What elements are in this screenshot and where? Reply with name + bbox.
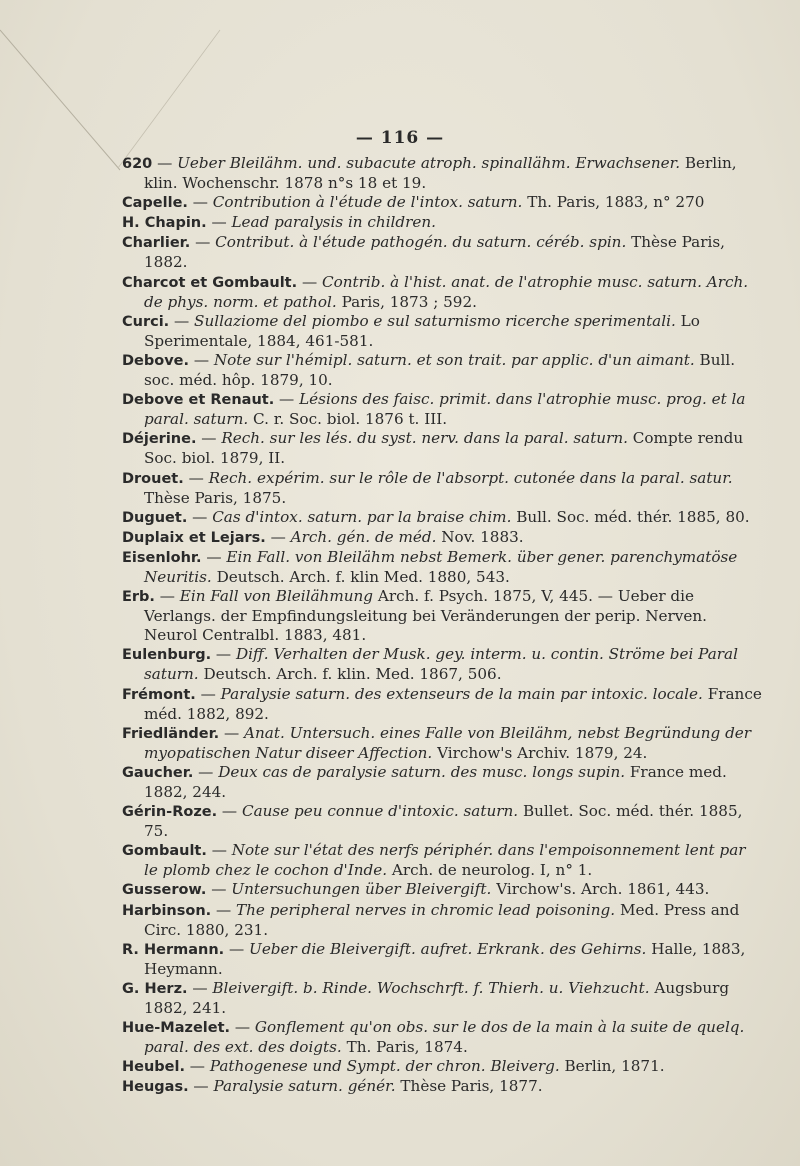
entry-source: Berlin, klin. Wochenschr. 1878 n°s 18 et 19. <box>144 154 737 193</box>
bibliography-entry: Friedländer. — Anat. Untersuch. eines Falle von Bleilähm, nebst Begründung der myopatischen Natur diseer Affection. Virchow's Archiv. 1879, 24. <box>122 723 752 762</box>
bibliography-entry: Gaucher. — Deux cas de paralysie saturn. des musc. longs supin. France med. 1882, 244. <box>122 762 727 801</box>
entry-author: 620 <box>122 156 153 172</box>
entry-source: Med. Press and Circ. 1880, 231. <box>144 900 740 939</box>
entry-author: Charlier. <box>122 235 191 252</box>
bibliography-entry: Gusserow. — Untersuchungen über Bleivergift. Virchow's. Arch. 1861, 443. <box>122 880 710 899</box>
entry-source: Halle, 1883, Heymann. <box>144 939 746 978</box>
entry-title: Contrib. à l'hist. anat. de l'atrophie musc. saturn. Arch. de phys. norm. et pathol. <box>144 272 749 311</box>
bibliography-entry: Gérin-Roze. — Cause peu connue d'intoxic. saturn. Bullet. Soc. méd. thér. 1885, 75. <box>122 802 743 841</box>
entry-source: Bullet. Soc. méd. thér. 1885, 75. <box>144 802 743 841</box>
entry-title: Gonflement qu'on obs. sur le dos de la main à la suite de quelq. paral. des ext. des doigts. <box>144 1018 745 1057</box>
bibliography-entry: Eulenburg. — Diff. Verhalten der Musk. gey. interm. u. contin. Ströme bei Paral saturn. Deutsch. Arch. f. klin. Med. 1867, 506. <box>122 645 738 684</box>
entry-source: Paris, 1873 ; 592. <box>341 292 477 311</box>
bibliography-entry: Eisenlohr. — Ein Fall. von Bleilähm nebst Bemerk. über gener. parenchymatöse Neuritis. Deutsch. Arch. f. klin Med. 1880, 543. <box>122 547 738 586</box>
bibliography-entry: Duguet. — Cas d'intox. saturn. par la braise chim. Bull. Soc. méd. thér. 1885, 80. <box>122 507 750 526</box>
entry-author: Debove. <box>122 352 190 369</box>
bibliography-entry: Curci. — Sullaziome del piombo e sul saturnismo ricerche sperimentali. Lo Sperimentale, 1884, 461-581. <box>122 311 700 350</box>
entry-author: R. Hermann. <box>122 941 225 958</box>
bibliography-list <box>122 154 762 1098</box>
entry-author: Harbinson. <box>122 902 212 919</box>
entry-author: Duguet. <box>122 509 188 526</box>
entry-author: Drouet. <box>122 470 184 487</box>
entry-source: Compte rendu Soc. biol. 1879, II. <box>144 429 744 468</box>
entry-source: Deutsch. Arch. f. klin Med. 1880, 543. <box>216 567 510 586</box>
bibliography-entry: 620 — Ueber Bleilähm. und. subacute atroph. spinallähm. Erwachsener. Berlin, klin. Wochenschr. 1878 n°s 18 et 19. <box>122 154 737 193</box>
entry-author: Gaucher. <box>122 764 194 781</box>
entry-title: Lésions des faisc. primit. dans l'atrophie musc. prog. et la paral. saturn. <box>144 390 746 429</box>
entry-author: Charcot et Gombault. <box>122 274 298 291</box>
bibliography-entry: H. Chapin. — Lead paralysis in children. <box>122 213 436 232</box>
entry-author: Hue-Mazelet. <box>122 1020 231 1037</box>
entry-title: Note sur l'hémipl. saturn. et son trait. par applic. d'un aimant. <box>213 350 695 369</box>
entry-author: Heubel. <box>122 1059 185 1076</box>
entry-source: Virchow's Archiv. 1879, 24. <box>437 743 648 762</box>
bibliography-entry: Heugas. — Paralysie saturn. génér. Thèse Paris, 1877. <box>122 1077 543 1096</box>
entry-title: Ein Fall. von Bleilähm nebst Bemerk. über gener. parenchymatöse Neuritis. <box>144 547 738 586</box>
entry-source: Thèse Paris, 1882. <box>144 233 725 272</box>
entry-title: Paralysie saturn. génér. <box>213 1077 396 1096</box>
entry-title: Bleivergift. b. Rinde. Wochschrft. f. Thierh. u. Viehzucht. <box>212 978 650 997</box>
entry-author: Frémont. <box>122 686 196 703</box>
entry-title: Rech. expérim. sur le rôle de l'absorpt. cutonée dans la paral. satur. <box>208 468 733 487</box>
entry-author: Friedländer. <box>122 725 220 742</box>
entry-source: Virchow's. Arch. 1861, 443. <box>496 880 710 899</box>
entry-author: Erb. <box>122 589 155 606</box>
entry-author: Gusserow. <box>122 882 207 899</box>
entry-title: Rech. sur les lés. du syst. nerv. dans la paral. saturn. <box>221 429 628 448</box>
entry-title: Pathogenese und Sympt. der chron. Bleiverg. <box>209 1057 560 1076</box>
bibliography-entry: Drouet. — Rech. expérim. sur le rôle de l'absorpt. cutonée dans la paral. satur. Thèse Paris, 1875. <box>122 468 733 507</box>
entry-source: Lo Sperimentale, 1884, 461-581. <box>144 311 700 350</box>
entry-title: Arch. gén. de méd. <box>290 527 437 546</box>
entry-title: Ueber Bleilähm. und. subacute atroph. spinallähm. Erwachsener. <box>177 154 681 172</box>
bibliography-entry: Debove. — Note sur l'hémipl. saturn. et son trait. par applic. d'un aimant. Bull. soc. méd. hôp. 1879, 10. <box>122 350 736 390</box>
entry-source: Bull. soc. méd. hôp. 1879, 10. <box>144 350 736 390</box>
entry-title: The peripheral nerves in chromic lead poisoning. <box>236 900 616 919</box>
bibliography-entry: Heubel. — Pathogenese und Sympt. der chron. Bleiverg. Berlin, 1871. <box>122 1057 665 1076</box>
bibliography-entry: Capelle. — Contribution à l'étude de l'intox. saturn. Th. Paris, 1883, n° 270 <box>122 193 705 212</box>
bibliography-entry: R. Hermann. — Ueber die Bleivergift. aufret. Erkrank. des Gehirns. Halle, 1883, Heymann. <box>122 939 746 978</box>
entry-author: Eulenburg. <box>122 647 212 664</box>
entry-title: Anat. Untersuch. eines Falle von Bleilähm, nebst Begründung der myopatischen Natur diseer Affection. <box>144 723 752 762</box>
entry-title: Contribut. à l'étude pathogén. du saturn. céréb. spin. <box>215 233 627 252</box>
bibliography-entry: Charlier. — Contribut. à l'étude pathogén. du saturn. céréb. spin. Thèse Paris, 1882. <box>122 233 725 272</box>
entry-author: Heugas. <box>122 1079 189 1096</box>
entry-author: Eisenlohr. <box>122 549 202 566</box>
entry-title: Contribution à l'étude de l'intox. saturn. <box>212 193 523 212</box>
entry-author: G. Herz. <box>122 980 188 997</box>
bibliography-entry: G. Herz. — Bleivergift. b. Rinde. Wochschrft. f. Thierh. u. Viehzucht. Augsburg 1882, 241. <box>122 978 730 1018</box>
entry-author: Curci. <box>122 313 170 330</box>
entry-title: Untersuchungen über Bleivergift. <box>231 880 492 899</box>
entry-author: Gérin-Roze. <box>122 804 218 821</box>
bibliography-entry: Charcot et Gombault. — Contrib. à l'hist. anat. de l'atrophie musc. saturn. Arch. de phys. norm. et pathol. Paris, 1873 ; 592. <box>122 272 749 311</box>
bibliography-entry: Hue-Mazelet. — Gonflement qu'on obs. sur le dos de la main à la suite de quelq. paral. des ext. des doigts. Th. Paris, 1874. <box>122 1018 745 1057</box>
entry-source: Deutsch. Arch. f. klin. Med. 1867, 506. <box>203 665 502 684</box>
entry-author: Capelle. <box>122 195 188 212</box>
entry-source: Th. Paris, 1883, n° 270 <box>527 193 705 212</box>
bibliography-entry: Harbinson. — The peripheral nerves in chromic lead poisoning. Med. Press and Circ. 1880, 231. <box>122 900 740 939</box>
entry-title: Deux cas de paralysie saturn. des musc. longs supin. <box>218 762 626 781</box>
entry-title: Cause peu connue d'intoxic. saturn. <box>241 802 519 821</box>
entry-source: Th. Paris, 1874. <box>346 1038 468 1057</box>
bibliography-entry: Debove et Renaut. — Lésions des faisc. primit. dans l'atrophie musc. prog. et la paral. saturn. C. r. Soc. biol. 1876 t. III. <box>122 390 746 429</box>
entry-author: Déjerine. <box>122 431 197 448</box>
bibliography-entry: Duplaix et Lejars. — Arch. gén. de méd. Nov. 1883. <box>122 527 524 546</box>
entry-title: Cas d'intox. saturn. par la braise chim. <box>212 507 512 526</box>
entry-source: Berlin, 1871. <box>564 1057 665 1076</box>
entry-author: Duplaix et Lejars. <box>122 529 266 546</box>
entry-source: Arch. de neurolog. I, n° 1. <box>391 861 593 880</box>
entry-source: France méd. 1882, 892. <box>144 684 762 723</box>
entry-source: Bull. Soc. méd. thér. 1885, 80. <box>516 507 750 526</box>
bibliography-entry: Erb. — Ein Fall von Bleilähmung Arch. f. Psych. 1875, V, 445. — Ueber die Verlangs. der Empfindungsleitung bei Veränderungen der perip. Nerven. Neurol Centralbl. 1883, 481. <box>122 587 707 645</box>
entry-author: H. Chapin. <box>122 215 207 232</box>
entry-title: Ueber die Bleivergift. aufret. Erkrank. des Gehirns. <box>249 939 647 958</box>
entry-source: Nov. 1883. <box>441 527 524 546</box>
bibliography-entry: Frémont. — Paralysie saturn. des extenseurs de la main par intoxic. locale. France méd. 1882, 892. <box>122 684 762 723</box>
entry-title: Sullaziome del piombo e sul saturnismo ricerche sperimentali. <box>194 311 676 330</box>
entry-title: Ein Fall von Bleilähmung <box>179 587 374 606</box>
entry-title: Diff. Verhalten der Musk. gey. interm. u. contin. Ströme bei Paral saturn. <box>144 645 738 684</box>
page-number: — 116 — <box>355 128 445 148</box>
entry-source: France med. 1882, 244. <box>144 762 727 801</box>
entry-author: Debove et Renaut. <box>122 392 275 409</box>
entry-source: Augsburg 1882, 241. <box>144 978 730 1018</box>
bibliography-entry: Déjerine. — Rech. sur les lés. du syst. nerv. dans la paral. saturn. Compte rendu Soc. biol. 1879, II. <box>122 429 744 468</box>
entry-author: Gombault. <box>122 843 207 860</box>
entry-title: Note sur l'état des nerfs périphér. dans l'empoisonnement lent par le plomb chez le cochon d'Inde. <box>144 841 746 880</box>
entry-title: Paralysie saturn. des extenseurs de la main par intoxic. locale. <box>220 684 703 703</box>
entry-source: Thèse Paris, 1877. <box>400 1077 543 1096</box>
entry-source: C. r. Soc. biol. 1876 t. III. <box>253 410 448 429</box>
entry-title: Lead paralysis in children. <box>231 213 436 232</box>
entry-source: Arch. f. Psych. 1875, V, 445. — Ueber die Verlangs. der Empfindungsleitung bei Veränderungen der perip. Nerven. Neurol Centralbl. 1883, 481. <box>144 587 707 645</box>
entry-source: Thèse Paris, 1875. <box>144 488 287 507</box>
bibliography-entry: Gombault. — Note sur l'état des nerfs périphér. dans l'empoisonnement lent par le plomb chez le cochon d'Inde. Arch. de neurolog. I, n° 1. <box>122 841 746 880</box>
